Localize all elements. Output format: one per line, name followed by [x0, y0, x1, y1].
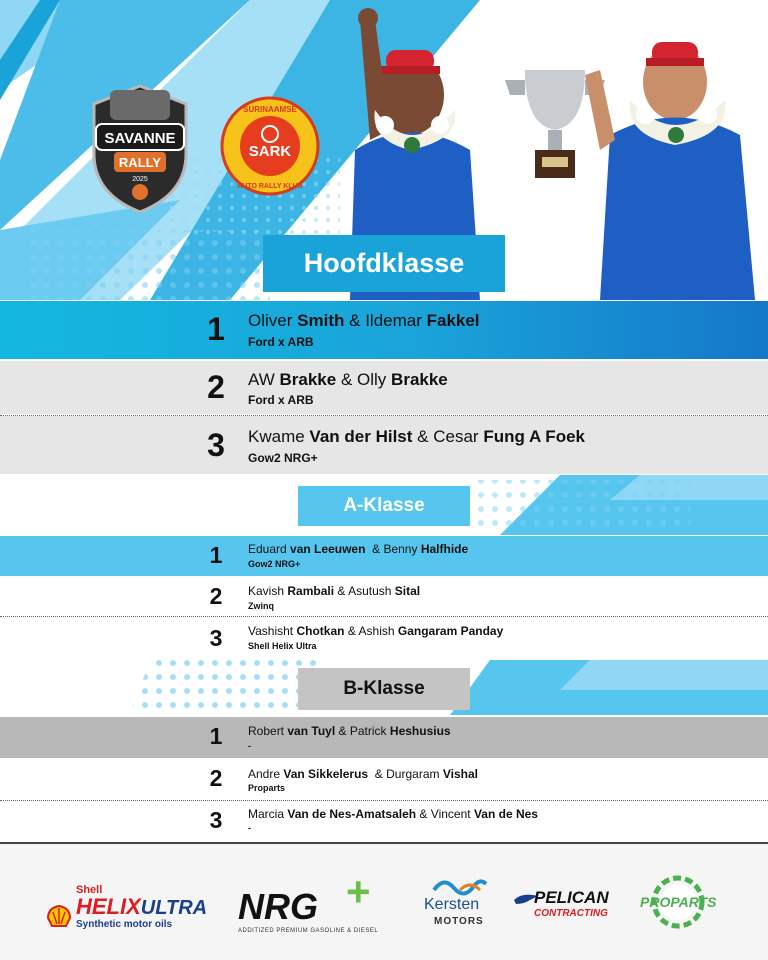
rank: 3 — [209, 625, 223, 651]
rank: 3 — [207, 427, 225, 463]
driver-names: Robert van Tuyl & Patrick Heshusius — [248, 724, 451, 738]
sark-ring-top: SURINAAMSE — [243, 105, 297, 114]
car-label: Ford x ARB — [248, 335, 314, 349]
kersten-name: Kersten — [424, 896, 480, 913]
pelican-sub: CONTRACTING — [534, 908, 608, 919]
a-row-2 — [0, 578, 768, 616]
sark-ring-bottom: AUTO RALLY KLUB — [237, 183, 303, 190]
driver-names: AW Brakke & Olly Brakke — [248, 370, 448, 389]
ultra-text: ULTRA — [140, 897, 208, 919]
b-row-2 — [0, 760, 768, 799]
rank: 2 — [207, 369, 225, 405]
driver-names: Marcia Van de Nes-Amatsaleh & Vincent Van de Nes — [248, 807, 538, 821]
pelican-name: PELICAN — [534, 888, 609, 907]
car-label: Ford x ARB — [248, 393, 314, 407]
shell-helix-ultra-logo — [46, 882, 226, 932]
savanne-logo-text: SAVANNE — [104, 130, 176, 147]
driver-names: Eduard van Leeuwen & Benny Halfhide — [248, 542, 469, 556]
savanne-rally-logo — [86, 84, 194, 214]
rank: 3 — [209, 807, 223, 833]
shell-brand: Shell — [76, 884, 103, 896]
nrg-logo — [238, 868, 388, 934]
a-row-1 — [0, 536, 768, 576]
driver-names: Vashisht Chotkan & Ashish Gangaram Panday — [248, 624, 504, 638]
car-label: - — [248, 823, 251, 833]
kersten-motors-logo — [420, 874, 500, 934]
b-row-3 — [0, 801, 768, 841]
driver-names: Andre Van Sikkelerus & Durgaram Vishal — [248, 767, 478, 781]
rally-year-text: 2025 — [132, 176, 148, 183]
driver-names: Oliver Smith & Ildemar Fakkel — [248, 311, 480, 330]
shell-tagline: Synthetic motor oils — [76, 919, 173, 930]
hoofd-row-2 — [0, 361, 768, 414]
sark-center-text: SARK — [248, 143, 292, 160]
sponsor-footer — [0, 842, 768, 960]
hoofdklasse-title: Hoofdklasse — [263, 235, 505, 292]
driver-names: Kavish Rambali & Asutush Sital — [248, 584, 421, 598]
b-row-1 — [0, 717, 768, 758]
driver-names: Kwame Van der Hilst & Cesar Fung A Foek — [248, 427, 585, 446]
proparts-name: PROPARTS — [640, 894, 717, 910]
hoofd-row-1 — [0, 301, 768, 359]
kersten-icon — [430, 876, 490, 898]
car-label: - — [248, 741, 251, 751]
shell-icon — [46, 904, 72, 930]
proparts-logo — [638, 874, 728, 934]
car-label: Zwinq — [248, 601, 274, 611]
car-label: Gow2 NRG+ — [248, 559, 301, 569]
nrg-plus: + — [346, 868, 371, 915]
sark-logo — [220, 96, 320, 196]
rank: 2 — [209, 583, 223, 609]
nrg-tagline: ADDITIZED PREMIUM GASOLINE & DIESEL — [238, 928, 379, 934]
car-label: Shell Helix Ultra — [248, 641, 317, 651]
rank: 1 — [209, 723, 223, 749]
rally-logo-text: RALLY — [118, 155, 162, 170]
hoofd-row-3 — [0, 416, 768, 474]
car-label: Proparts — [248, 783, 286, 793]
rank: 2 — [209, 765, 223, 791]
kersten-sub: MOTORS — [434, 916, 484, 927]
rank: 1 — [209, 542, 223, 568]
row-divider — [0, 616, 768, 617]
rank: 1 — [207, 311, 225, 347]
nrg-name: NRG — [238, 886, 318, 927]
a-klasse-title: A-Klasse — [298, 486, 470, 526]
car-label: Gow2 NRG+ — [248, 451, 318, 465]
a-row-3 — [0, 618, 768, 658]
pelican-contracting-logo — [512, 886, 622, 926]
b-klasse-title: B-Klasse — [298, 668, 470, 710]
helix-text: HELIX — [76, 894, 141, 919]
